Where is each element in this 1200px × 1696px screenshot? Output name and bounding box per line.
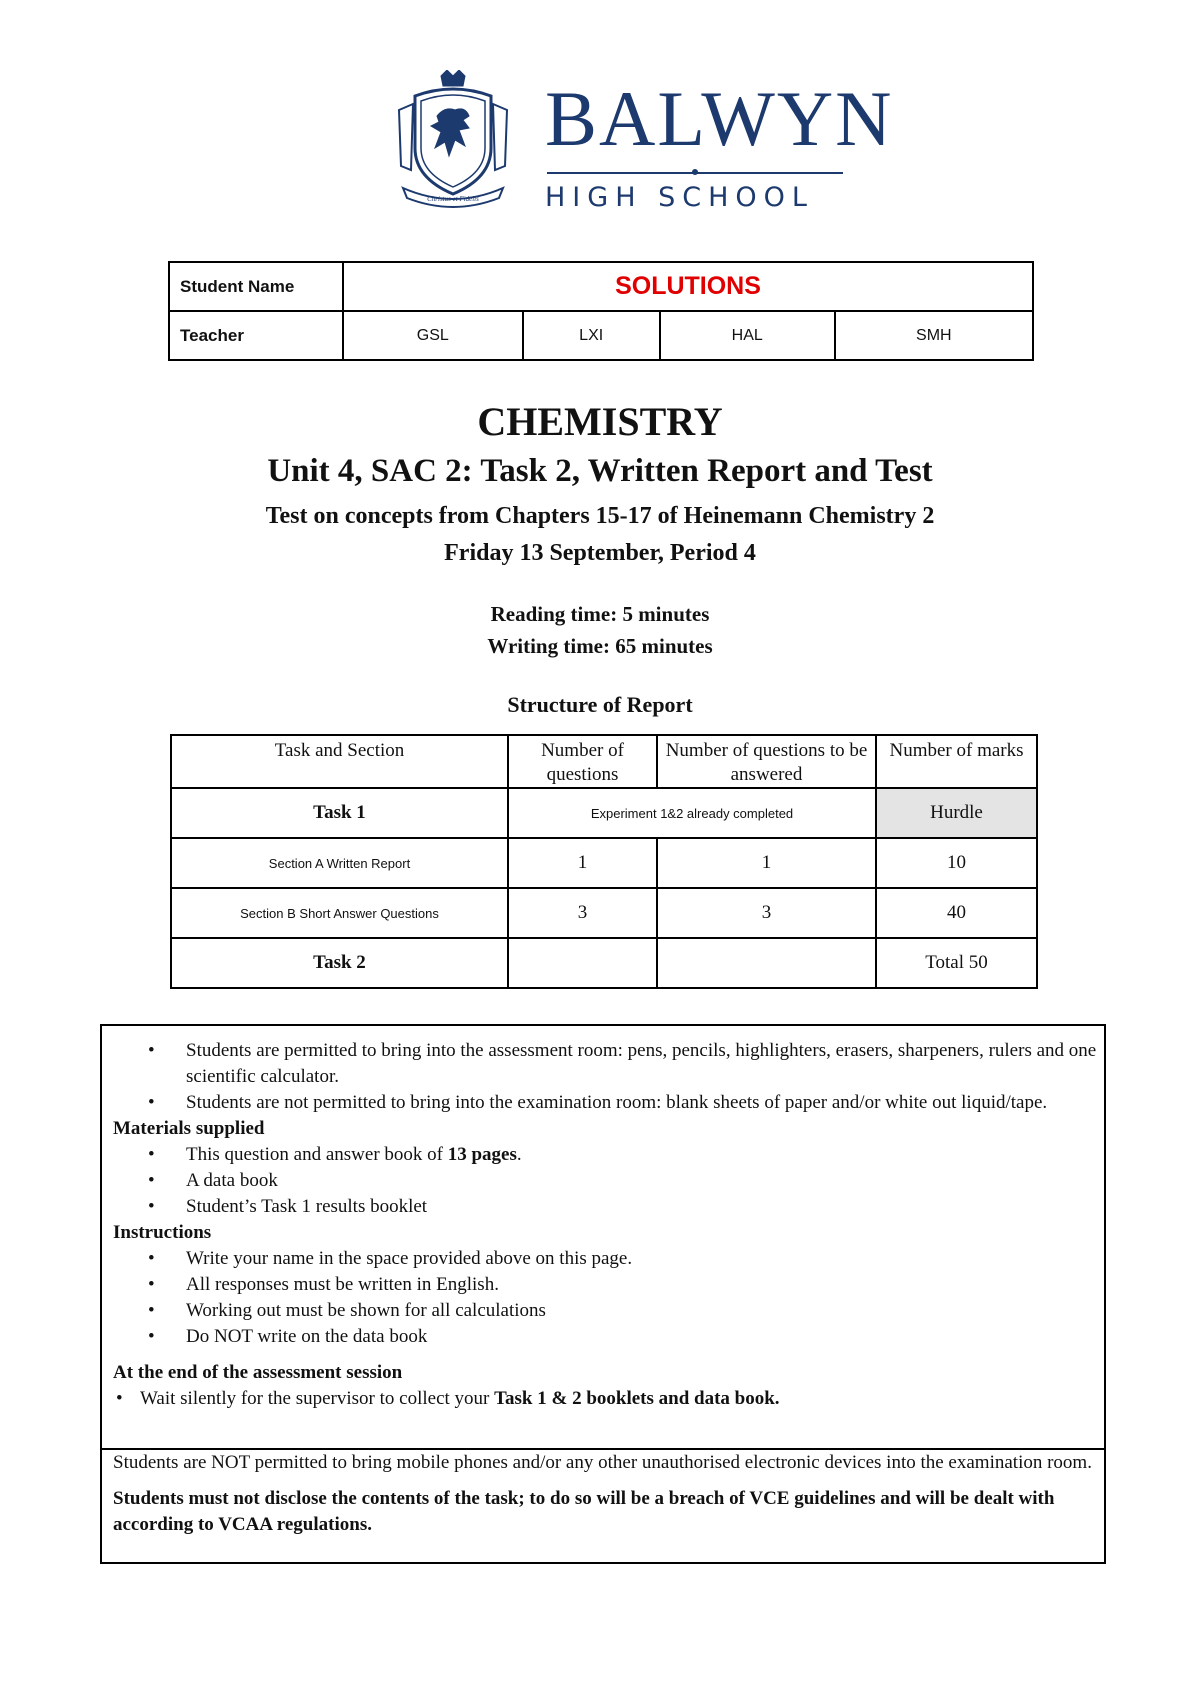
header-num-marks: Number of marks <box>876 735 1037 788</box>
student-name-value[interactable]: SOLUTIONS <box>343 262 1033 311</box>
list-item <box>102 1386 1104 1412</box>
end-1-text: Wait silently for the supervisor to collect your <box>140 1388 495 1409</box>
instructions-heading: Instructions <box>113 1222 212 1243</box>
school-crest-logo <box>393 70 513 210</box>
list-item: • All responses must be written in English. <box>102 1272 1104 1298</box>
instructions-lower <box>102 1448 1104 1538</box>
section-b-questions: 3 <box>508 888 657 938</box>
logo-divider <box>547 172 843 174</box>
disclosure-notice: Students must not disclose the contents of the task; to do so will be a breach of VCE guidelines and will be dealt with according to VCAA regulations. <box>113 1488 1055 1535</box>
student-info-table <box>168 261 1034 361</box>
unit-title: Unit 4, SAC 2: Task 2, Written Report and Test <box>267 453 933 489</box>
school-logo-text <box>545 75 894 213</box>
student-name-label: Student Name <box>169 262 343 311</box>
reading-time: Reading time: 5 minutes <box>490 602 710 626</box>
section-b-label: Section B Short Answer Questions <box>171 888 508 938</box>
materials-1-text: This question and answer book of <box>186 1144 448 1165</box>
teacher-row <box>169 311 1033 360</box>
list-item: • Write your name in the space provided above on this page. <box>102 1246 1104 1272</box>
teacher-option-gsl[interactable]: GSL <box>343 311 523 360</box>
section-a-questions: 1 <box>508 838 657 888</box>
structure-heading: Structure of Report <box>507 692 693 717</box>
materials-heading: Materials supplied <box>113 1118 265 1139</box>
materials-list <box>102 1142 1104 1220</box>
section-a-label: Section A Written Report <box>171 838 508 888</box>
task2-questions-empty <box>508 938 657 988</box>
list-item: • Students are permitted to bring into the assessment room: pens, pencils, highlighters, erasers, sharpeners, rulers and one scientific calculator. <box>102 1038 1104 1090</box>
end-1-bold: Task 1 & 2 booklets and data book. <box>494 1388 780 1409</box>
test-date: Friday 13 September, Period 4 <box>444 540 756 566</box>
instructions-list <box>102 1246 1104 1350</box>
school-subtitle: HIGH SCHOOL <box>545 182 814 213</box>
instructions-upper <box>102 1026 1104 1412</box>
structure-header-row <box>171 735 1037 788</box>
section-a-answered: 1 <box>657 838 876 888</box>
teacher-option-hal[interactable]: HAL <box>660 311 835 360</box>
materials-1-end: . <box>516 1144 522 1165</box>
student-name-row <box>169 262 1033 311</box>
school-name: BALWYN <box>545 75 894 162</box>
end-session-list <box>102 1386 1104 1412</box>
list-item: • Do NOT write on the data book <box>102 1324 1104 1350</box>
writing-time: Writing time: 65 minutes <box>487 634 713 658</box>
list-item: • Student’s Task 1 results booklet <box>102 1194 1104 1220</box>
task1-note: Experiment 1&2 already completed <box>508 788 876 838</box>
permitted-list <box>102 1038 1104 1116</box>
page-count: 13 pages <box>447 1144 517 1165</box>
instructions-box <box>100 1024 1106 1564</box>
svg-text:Christus et Fidelis: Christus et Fidelis <box>427 195 479 203</box>
teacher-label: Teacher <box>169 311 343 360</box>
task1-marks: Hurdle <box>876 788 1037 838</box>
list-item: • Students are not permitted to bring into the examination room: blank sheets of paper and/or white out liquid/tape. <box>102 1090 1104 1116</box>
teacher-option-lxi[interactable]: LXI <box>523 311 660 360</box>
list-item: • Working out must be shown for all calculations <box>102 1298 1104 1324</box>
teacher-option-smh[interactable]: SMH <box>835 311 1033 360</box>
header-task-section: Task and Section <box>171 735 508 788</box>
section-b-marks: 40 <box>876 888 1037 938</box>
header-num-questions: Number of questions <box>508 735 657 788</box>
list-item <box>102 1142 1104 1168</box>
header-num-answered: Number of questions to be answered <box>657 735 876 788</box>
section-b-answered: 3 <box>657 888 876 938</box>
devices-notice: Students are NOT permitted to bring mobile phones and/or any other unauthorised electronic devices into the examination room. <box>113 1452 1092 1473</box>
end-session-heading: At the end of the assessment session <box>113 1362 403 1383</box>
section-a-marks: 10 <box>876 838 1037 888</box>
table-row <box>171 888 1037 938</box>
list-item: • A data book <box>102 1168 1104 1194</box>
task2-answered-empty <box>657 938 876 988</box>
task2-marks: Total 50 <box>876 938 1037 988</box>
task1-row <box>171 788 1037 838</box>
subject-title: CHEMISTRY <box>477 399 723 444</box>
task1-label: Task 1 <box>171 788 508 838</box>
test-description: Test on concepts from Chapters 15-17 of Heinemann Chemistry 2 <box>265 503 935 529</box>
table-row <box>171 838 1037 888</box>
structure-table <box>170 734 1038 989</box>
task2-label: Task 2 <box>171 938 508 988</box>
task2-row <box>171 938 1037 988</box>
